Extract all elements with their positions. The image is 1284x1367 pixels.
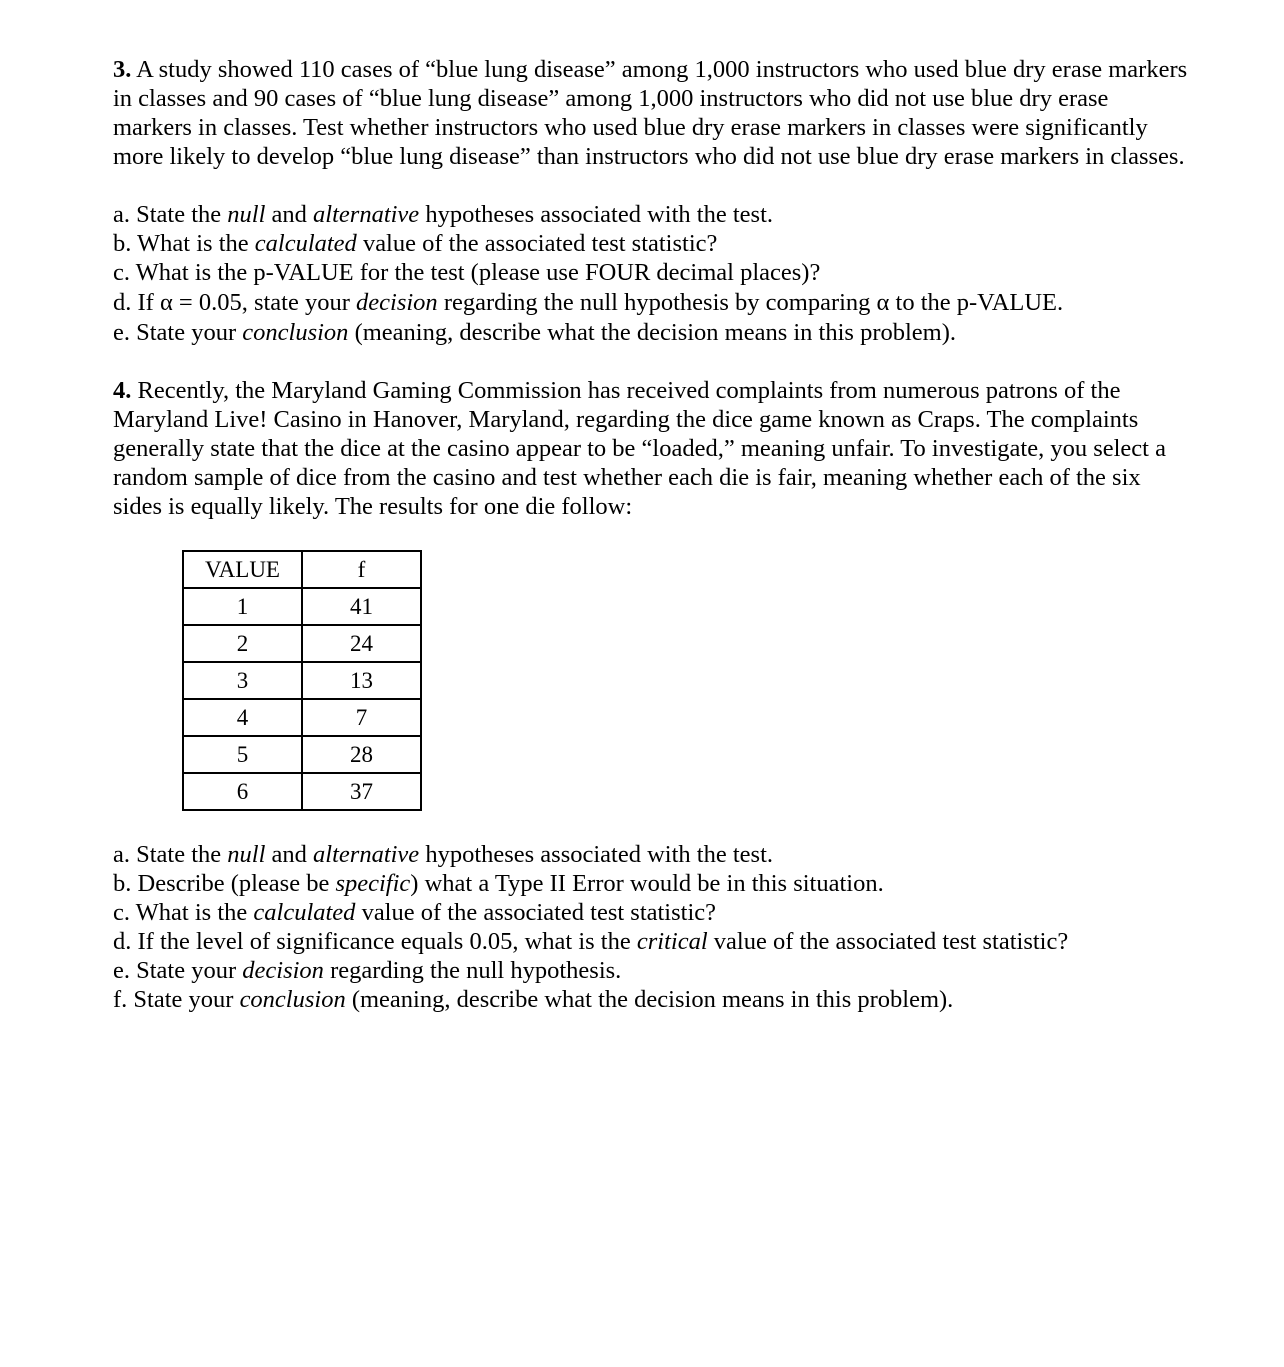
table-header-value: VALUE [183,551,302,588]
problem-4-text: Recently, the Maryland Gaming Commission has received complaints from numerous patrons of the Maryland Live! Casino in Hanover, Maryland, regarding the dice game known as Craps. The complaints generally state that the dice at the casino appear to be “loaded,” meaning unfair. To investigate, you select a random sample of dice from the casino and test whether each die is fair, meaning whether each of the six sides is equally likely. The results for one die follow: [113,377,1166,520]
table-cell-value: 2 [183,625,302,662]
dice-frequency-table [182,550,422,811]
problem-4-question-c: c. What is the calculated value of the associated test statistic? [113,899,717,926]
table-cell-value: 1 [183,588,302,625]
problem-4-question-a: a. State the null and alternative hypotheses associated with the test. [113,841,774,868]
problem-3-questions [113,200,1193,347]
problem-3-statement [113,55,1193,171]
problem-4-question-d: d. If the level of significance equals 0.05, what is the critical value of the associated test statistic? [113,928,1069,955]
problem-4-questions [113,840,1193,1014]
problem-3-question-a: a. State the null and alternative hypotheses associated with the test. [113,201,774,228]
problem-4-statement [113,376,1193,521]
problem-4-question-f: f. State your conclusion (meaning, describe what the decision means in this problem). [113,986,954,1013]
problem-3-question-c: c. What is the p-VALUE for the test (please use FOUR decimal places)? [113,259,821,286]
problem-3-question-b: b. What is the calculated value of the associated test statistic? [113,230,718,257]
table-row [183,773,421,810]
table-header-frequency: f [302,551,421,588]
problem-4-question-e: e. State your decision regarding the null hypothesis. [113,957,622,984]
table-row [183,662,421,699]
table-cell-value: 6 [183,773,302,810]
table-cell-frequency: 13 [302,662,421,699]
problem-3-question-e: e. State your conclusion (meaning, describe what the decision means in this problem). [113,319,957,346]
table-row [183,588,421,625]
table-row [183,625,421,662]
spacer [113,347,1193,376]
table-cell-frequency: 24 [302,625,421,662]
table-cell-value: 5 [183,736,302,773]
table-cell-frequency: 37 [302,773,421,810]
problem-3-number: 3. [113,56,132,83]
table-row [183,736,421,773]
worksheet-page [113,55,1193,1014]
table-cell-value: 4 [183,699,302,736]
table-header-row [183,551,421,588]
problem-3-text: A study showed 110 cases of “blue lung disease” among 1,000 instructors who used blue dry erase markers in classes and 90 cases of “blue lung disease” among 1,000 instructors who did not use blue dry erase markers in classes. Test whether instructors who used blue dry erase markers in classes were significantly more likely to develop “blue lung disease” than instructors who did not use blue dry erase markers in classes. [113,56,1188,170]
table-cell-frequency: 28 [302,736,421,773]
problem-4-question-b: b. Describe (please be specific) what a Type II Error would be in this situation. [113,870,884,897]
table-row [183,699,421,736]
problem-3-question-d: d. If α = 0.05, state your decision regarding the null hypothesis by comparing α to the p-VALUE. [113,289,1064,316]
table-cell-value: 3 [183,662,302,699]
table-cell-frequency: 7 [302,699,421,736]
table-cell-frequency: 41 [302,588,421,625]
problem-4-number: 4. [113,377,132,404]
